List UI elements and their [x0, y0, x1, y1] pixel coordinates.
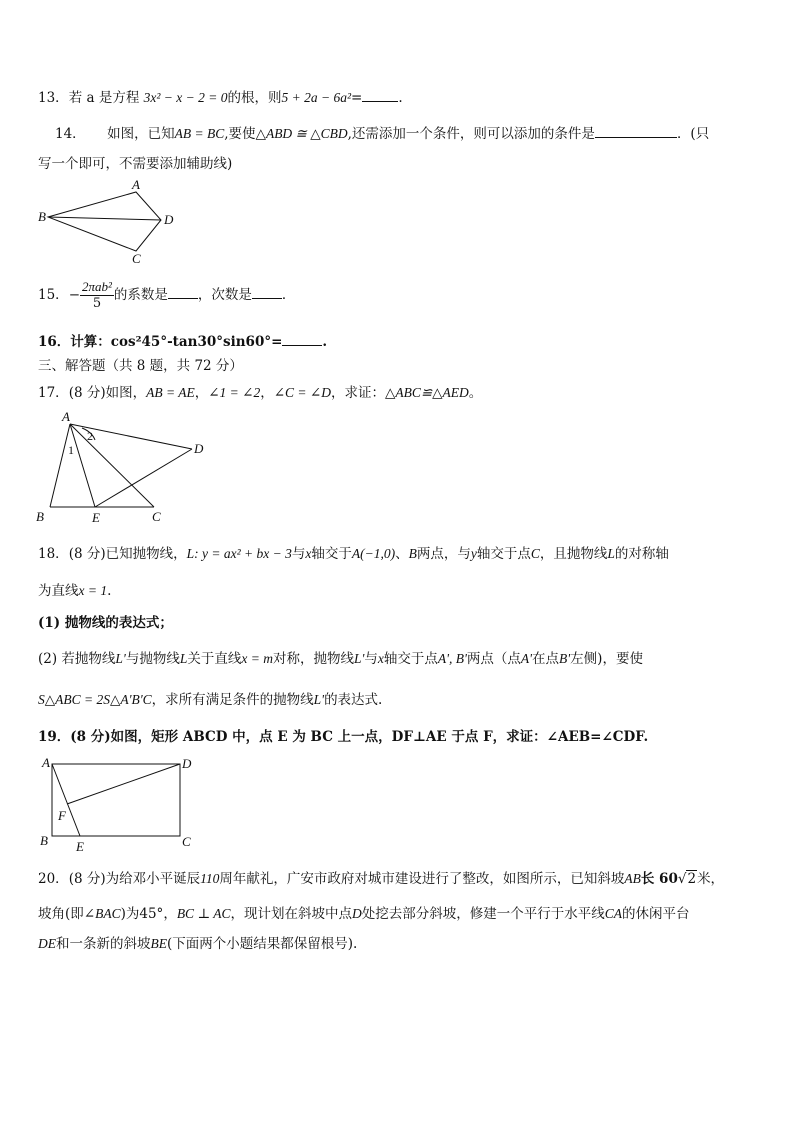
text: 周年献礼，广安市政府对城市建设进行了整改，如图所示，已知斜坡	[219, 871, 625, 887]
angle-1-label: 1	[68, 443, 74, 457]
text: ，求证：	[330, 385, 385, 401]
text: 的系数是	[113, 287, 168, 303]
text: ,还需添加一个条件，则可以添加的条件是	[347, 126, 595, 142]
segment: AB	[624, 871, 641, 886]
label-c: C	[132, 251, 141, 266]
equation: x = 1	[78, 583, 108, 598]
segment: BE	[150, 936, 167, 951]
question-15	[38, 275, 295, 315]
text: 左侧)，要使	[570, 651, 643, 667]
text: ．(只	[676, 126, 710, 142]
text: 的休闲平台	[622, 906, 690, 922]
point: B'	[559, 651, 571, 666]
var: L	[607, 546, 615, 561]
expression: 5 + 2a − 6a²	[281, 90, 352, 105]
label-e: E	[76, 839, 84, 854]
text: 米，	[697, 871, 725, 887]
label-a: A	[132, 177, 140, 192]
angle-2-label: 2	[87, 429, 93, 443]
text: 、	[395, 546, 409, 562]
text: 。	[468, 385, 483, 401]
parabola-equation: L: y = ax² + bx − 3	[186, 546, 292, 561]
denominator: 5	[92, 296, 102, 311]
question-20: 20．(8 分)为给邓小平诞辰110周年献礼，广安市政府对城市建设进行了整改，如图所示，已知斜坡AB长 60√2米，	[38, 871, 725, 887]
answer-blank	[362, 89, 398, 102]
area-equation: S△ABC = 2S△A'B'C	[38, 692, 152, 707]
point: D	[352, 906, 362, 921]
question-number: 18．	[38, 546, 69, 562]
question-18	[38, 545, 669, 563]
label-b: B	[40, 833, 48, 848]
var: x	[305, 546, 312, 561]
label-a: A	[62, 410, 70, 424]
equation: x = m	[241, 651, 273, 666]
question-number: 20．	[38, 871, 69, 887]
label-d: D	[164, 212, 174, 227]
segment-ae	[52, 764, 80, 836]
label-e: E	[92, 510, 100, 525]
text: .	[322, 334, 328, 350]
var: L'	[115, 651, 126, 666]
text: 如图，	[105, 385, 147, 401]
text: 和一条新的斜坡	[56, 936, 151, 952]
figure-19	[36, 753, 206, 855]
question-number: 17．	[38, 385, 69, 401]
figure-14	[36, 175, 186, 267]
condition: AB = BC	[174, 126, 225, 141]
kite-outline	[48, 192, 161, 251]
point: C	[530, 546, 540, 561]
var: L'	[353, 651, 365, 666]
label-d: D	[194, 441, 204, 456]
text: (2) 若抛物线	[38, 651, 116, 667]
goal: △ABC≌△AED	[384, 385, 469, 400]
var: L'	[313, 692, 325, 707]
text: 两点，与	[416, 546, 471, 562]
text: ，次数是	[197, 287, 252, 303]
text: ，且抛物线	[539, 546, 608, 562]
equation: 3x² − x − 2 = 0	[143, 90, 228, 105]
answer-blank	[282, 333, 322, 346]
text: (下面两个小题结果都保留根号).	[167, 936, 358, 952]
segment-df	[67, 764, 180, 804]
minus-sign: −	[68, 287, 80, 303]
text: .	[107, 583, 112, 599]
text: .	[398, 90, 403, 106]
label-b: B	[36, 509, 44, 524]
segment: DE	[38, 936, 56, 951]
score: (8 分)	[68, 385, 106, 401]
text: 两点（点	[466, 651, 521, 667]
text: 如图，矩形 ABCD 中，点 E 为 BC 上一点，DF⊥AE 于点 F，求证：∠AEB=∠CDF.	[110, 729, 649, 745]
fraction	[80, 279, 114, 312]
question-number: 16．	[38, 334, 71, 350]
label-d: D	[182, 756, 192, 771]
text: 的根，则	[227, 90, 282, 106]
question-20-line3	[38, 935, 357, 953]
text: 的表达式.	[324, 692, 383, 708]
text: 在点	[532, 651, 560, 667]
question-18-part1: (1) 抛物线的表达式；	[38, 615, 173, 631]
degree: 45°	[139, 906, 164, 922]
question-14	[55, 125, 709, 143]
text: ,要使	[224, 126, 256, 142]
section-title: 三、解答题（共 8 题，共 72 分）	[38, 358, 243, 374]
text: 轴交于点	[476, 546, 531, 562]
segment: CA	[604, 906, 623, 921]
text: 与抛物线	[125, 651, 180, 667]
question-18-part2-line2	[38, 691, 382, 709]
text: 计算：cos²45°-tan30°sin60°=	[70, 334, 283, 350]
text: 坡角(即	[38, 906, 84, 922]
figure-17	[32, 410, 212, 528]
score: (8 分)	[68, 871, 106, 887]
segment-ed	[95, 449, 192, 507]
angle: ∠BAC	[83, 906, 121, 921]
segment-ab	[50, 424, 70, 507]
text: 轴交于点	[383, 651, 438, 667]
label-a: A	[42, 755, 50, 770]
text: 轴交于	[311, 546, 352, 562]
congruence: △ABD ≅ △CBD	[255, 126, 348, 141]
rectangle-abcd	[52, 764, 180, 836]
text: ，现计划在斜坡中点	[230, 906, 353, 922]
points: A', B'	[437, 651, 467, 666]
question-17	[38, 384, 482, 402]
text: ，	[163, 906, 177, 922]
text: 与	[364, 651, 378, 667]
question-number: 14．	[55, 126, 86, 142]
text: 为直线	[38, 583, 79, 599]
text: 为给邓小平诞辰	[105, 871, 201, 887]
text: ，	[194, 385, 209, 401]
point: A'	[520, 651, 533, 666]
var: x	[377, 651, 384, 666]
condition: AB = AE	[146, 385, 195, 400]
text: ，求所有满足条件的抛物线	[151, 692, 314, 708]
question-18-part2	[38, 650, 643, 668]
score: (8 分)	[68, 546, 106, 562]
label-f: F	[58, 808, 66, 823]
score: (8 分)	[70, 729, 111, 745]
question-number: 19．	[38, 729, 71, 745]
text: ，	[260, 385, 274, 401]
answer-blank	[252, 286, 282, 299]
label-c: C	[152, 509, 161, 524]
number: 110	[200, 871, 220, 886]
text: =	[351, 90, 363, 106]
point: B	[408, 546, 417, 561]
question-18-line2	[38, 582, 111, 600]
question-19	[38, 728, 648, 746]
diagonal-bd	[48, 217, 161, 220]
text: )为	[120, 906, 140, 922]
text: 已知抛物线，	[105, 546, 187, 562]
answer-blank	[595, 125, 677, 138]
text: 关于直线	[187, 651, 242, 667]
sqrt-radicand: 2	[687, 871, 697, 887]
label-c: C	[182, 834, 191, 849]
perpendicular: BC ⊥ AC	[176, 906, 231, 921]
question-13	[38, 89, 403, 107]
answer-blank	[168, 286, 198, 299]
var: L	[179, 651, 188, 666]
question-number: 15．	[38, 287, 69, 303]
text: ．	[281, 287, 296, 303]
label-b: B	[38, 209, 46, 224]
var: y	[470, 546, 477, 561]
condition: ∠C = ∠D	[273, 385, 331, 400]
point: A(−1,0)	[351, 546, 396, 561]
text: 对称，抛物线	[272, 651, 354, 667]
text: 如图，已知	[107, 126, 175, 142]
text: 若 a 是方程	[68, 90, 140, 106]
question-number: 13．	[38, 90, 69, 106]
question-16	[38, 333, 327, 351]
question-20-line2	[38, 905, 690, 923]
numerator: 2πab²	[82, 279, 112, 294]
text: 处挖去部分斜坡，修建一个平行于水平线	[361, 906, 605, 922]
text: 与	[291, 546, 306, 562]
condition: ∠1 = ∠2	[208, 385, 261, 400]
text: 的对称轴	[614, 546, 669, 562]
question-14-line2: 写一个即可，不需要添加辅助线)	[38, 156, 233, 172]
text: 长 60	[640, 871, 678, 887]
